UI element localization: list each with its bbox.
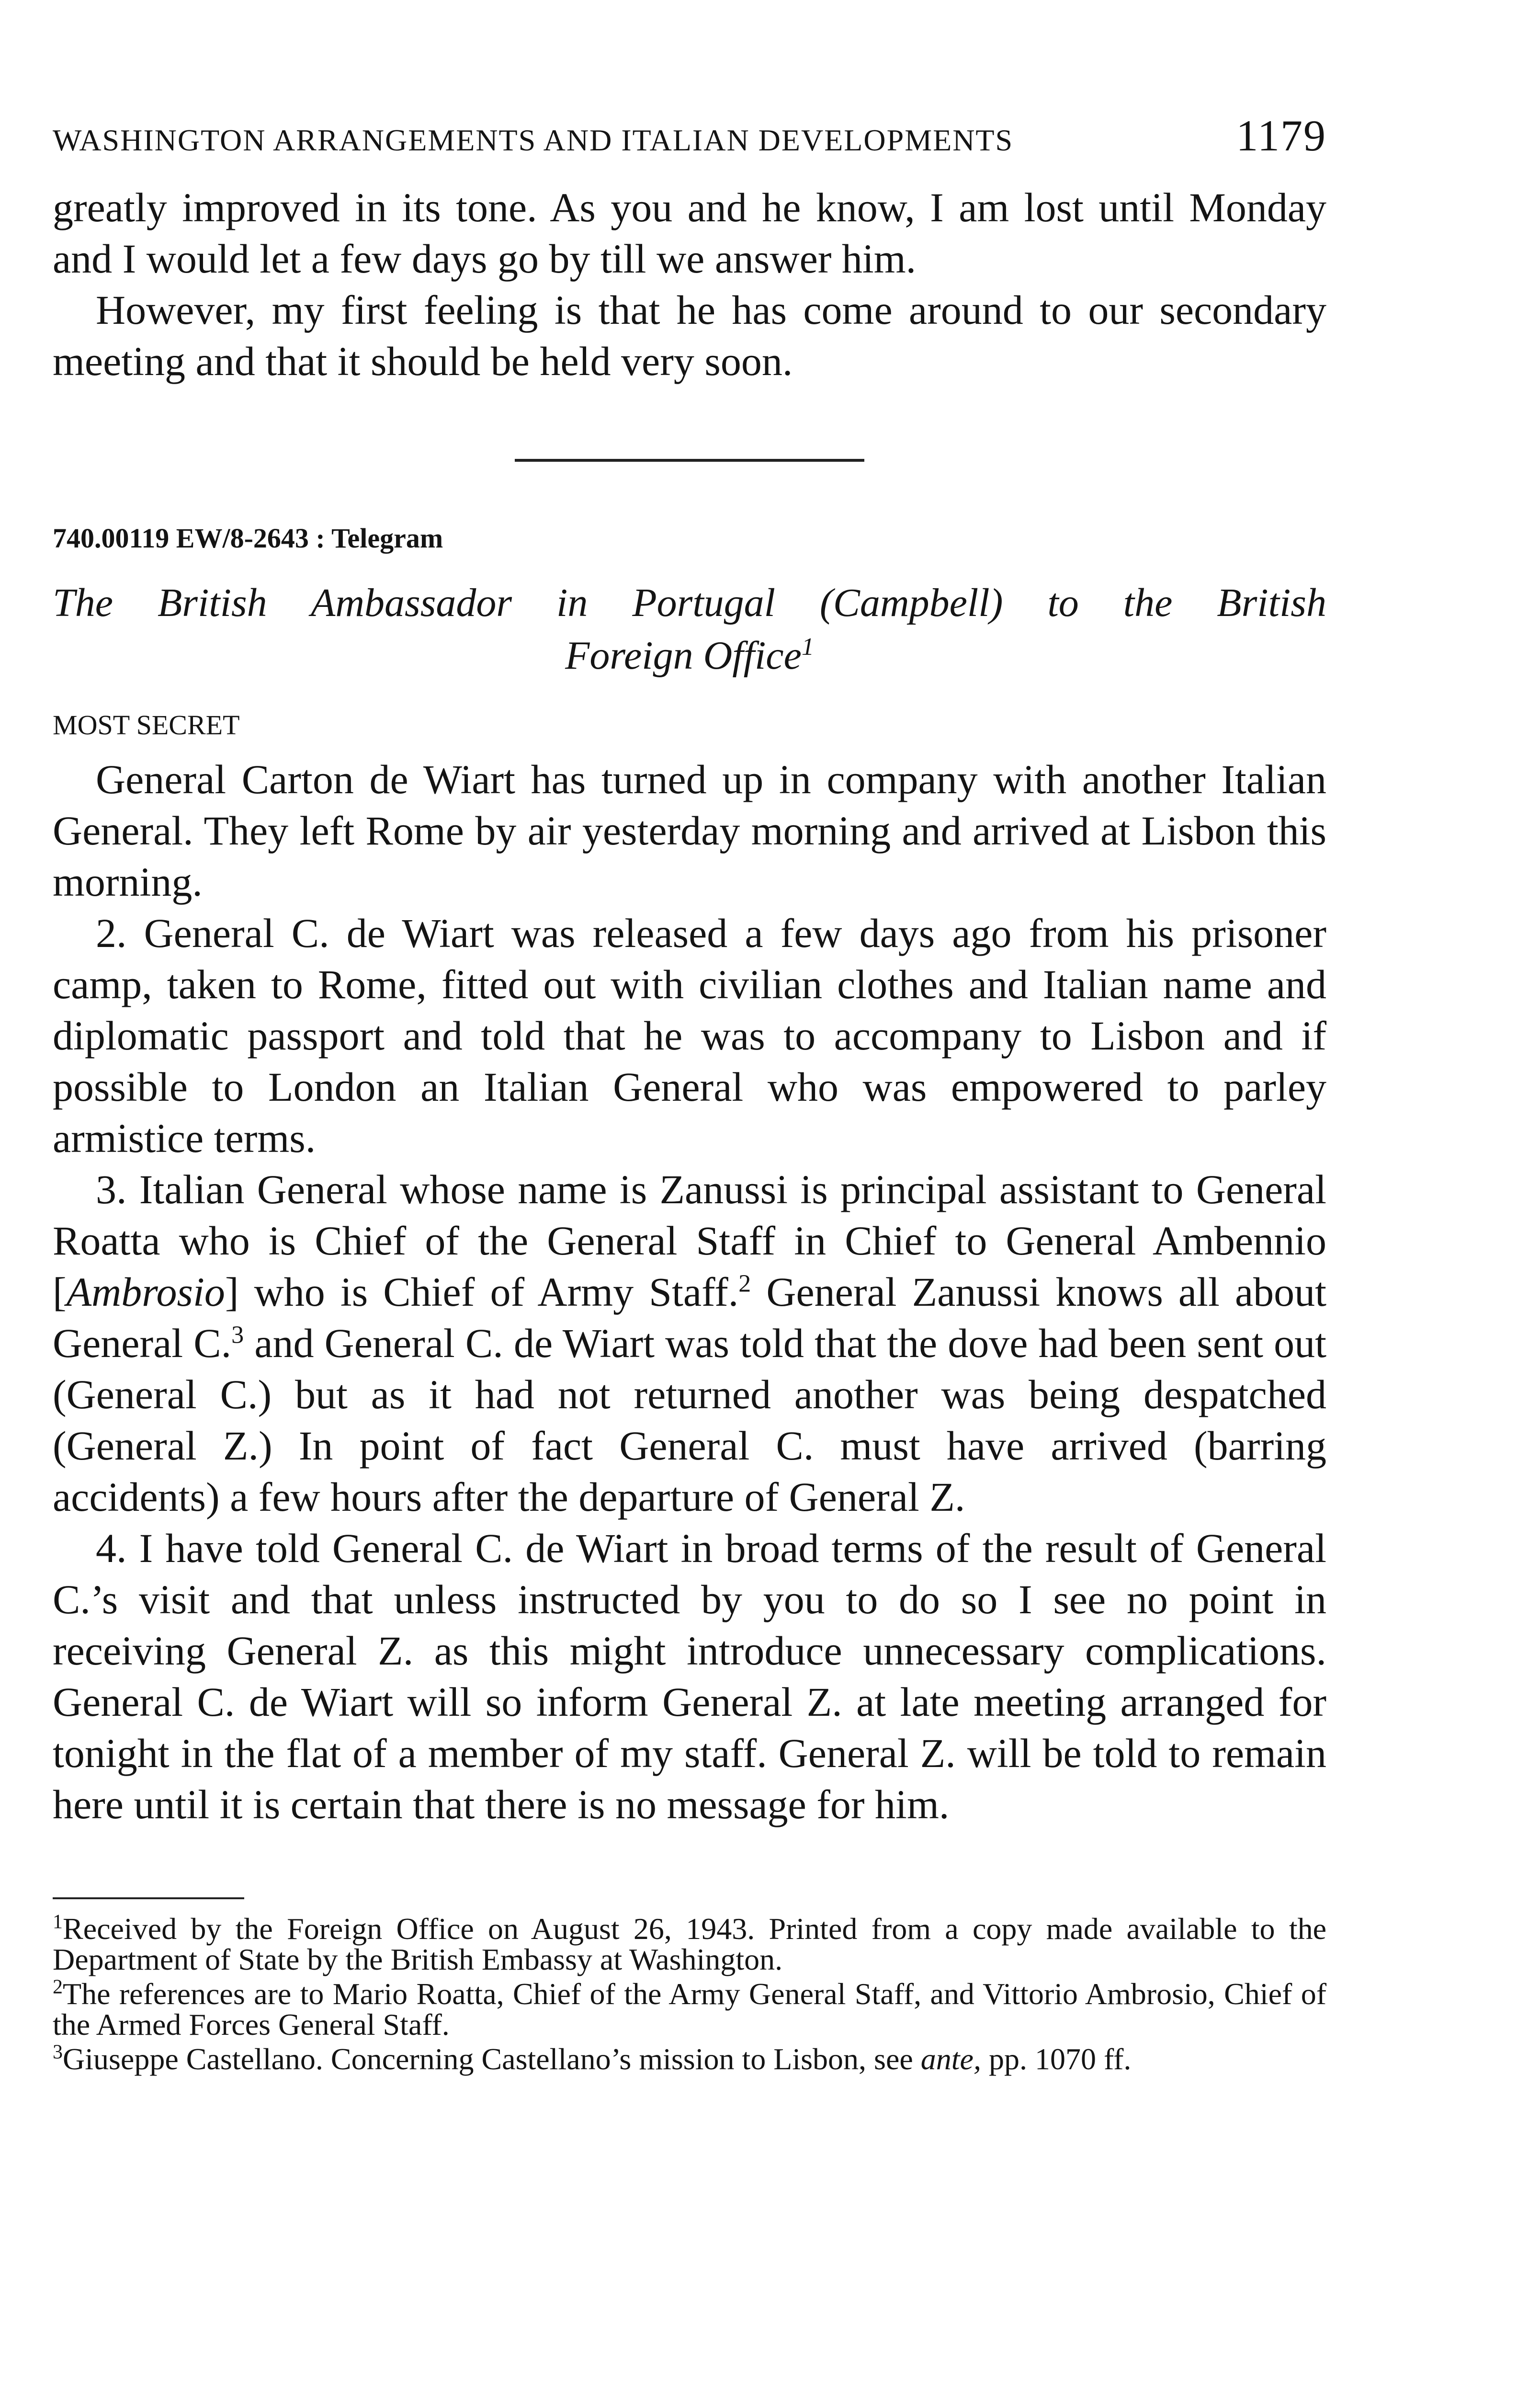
continuation-paragraph: greatly improved in its tone. As you and he know, I am lost until Monday and I would let a few days go by till we answer him. bbox=[53, 184, 1326, 282]
body-paragraph: General Carton de Wiart has turned up in company with another Italian General. They left Rome by air yesterday morning and arrived at Lisbon this morning. bbox=[53, 756, 1326, 905]
paragraph-text: General Zanussi knows all about General C. bbox=[53, 1269, 1327, 1366]
classification-label: MOST SECRET bbox=[53, 709, 240, 741]
editorial-correction: Ambrosio bbox=[66, 1269, 225, 1315]
footnote-text: Received by the Foreign Office on August 26, 1943. Printed from a copy made available to the Department of State by the British Embassy at Washington. bbox=[53, 1912, 1326, 1976]
footnote-1 bbox=[53, 1911, 1326, 1976]
page-number: 1179 bbox=[1236, 111, 1326, 160]
footnote-mark: 2 bbox=[53, 1976, 63, 1998]
footnote-rule bbox=[53, 1897, 244, 1899]
footnote-text: Giuseppe Castellano. Concerning Castellano’s mission to Lisbon, see bbox=[63, 2042, 921, 2076]
footnote-mark: 1 bbox=[53, 1911, 63, 1933]
body-paragraph bbox=[53, 1164, 1326, 1523]
paragraph-text: 3. Italian General whose name is Zanussi is principal assistant to General Roatta who is Chief of the General Staff in Chief to General Ambennio [ bbox=[53, 1166, 1326, 1315]
document-title-line2-text: Foreign Office bbox=[565, 633, 802, 678]
document-title bbox=[53, 577, 1326, 682]
paragraph-text: and General C. de Wiart was told that the dove had been sent out (General C.) but as it had not returned another was being despatched (General Z.) In point of fact General C. must have arrived (barring accidents) a few hours after the departure of General Z. bbox=[53, 1320, 1327, 1520]
section-separator bbox=[515, 459, 864, 462]
continuation-paragraph: However, my first feeling is that he has come around to our secondary meeting and that it should be held very soon. bbox=[53, 287, 1326, 384]
footnote-mark: 3 bbox=[53, 2041, 63, 2064]
document-title-line2 bbox=[53, 629, 1326, 682]
running-head-title: WASHINGTON ARRANGEMENTS AND ITALIAN DEVELOPMENTS bbox=[53, 123, 1014, 157]
footnote-ref-1: 1 bbox=[801, 633, 814, 661]
paragraph-text: ] who is Chief of Army Staff. bbox=[225, 1269, 739, 1315]
footnote-ref-2: 2 bbox=[738, 1270, 751, 1298]
footnote-ref-3: 3 bbox=[231, 1321, 244, 1349]
document-page bbox=[53, 110, 1326, 2078]
body-paragraph: 2. General C. de Wiart was released a few days ago from his prisoner camp, taken to Rome, fitted out with civilian clothes and Italian name and diplomatic passport and told that he was to accompany to Lisbon and if possible to London an Italian General who was empowered to parley armistice terms. bbox=[53, 910, 1326, 1161]
document-title-line1: The British Ambassador in Portugal (Campbell) to the British bbox=[53, 581, 1326, 625]
footnote-text: pp. 1070 ff. bbox=[981, 2042, 1132, 2076]
running-head bbox=[53, 110, 1326, 182]
body-paragraph: 4. I have told General C. de Wiart in broad terms of the result of General C.’s visit and that unless instructed by you to do so I see no point in receiving General Z. as this might introduce unnecessary complications. General C. de Wiart will so inform General Z. at late meeting arranged for tonight in the flat of a member of my staff. General Z. will be told to remain here until it is certain that there is no message for him. bbox=[53, 1525, 1326, 1827]
footnote-italic: ante, bbox=[920, 2042, 981, 2076]
footnote-text: The references are to Mario Roatta, Chief of the Army General Staff, and Vittorio Ambrosio, Chief of the Armed Forces General Staff. bbox=[53, 1977, 1326, 2041]
footnote-3 bbox=[53, 2041, 1326, 2076]
file-reference: 740.00119 EW/8-2643 : Telegram bbox=[53, 523, 443, 554]
footnote-2 bbox=[53, 1976, 1326, 2041]
